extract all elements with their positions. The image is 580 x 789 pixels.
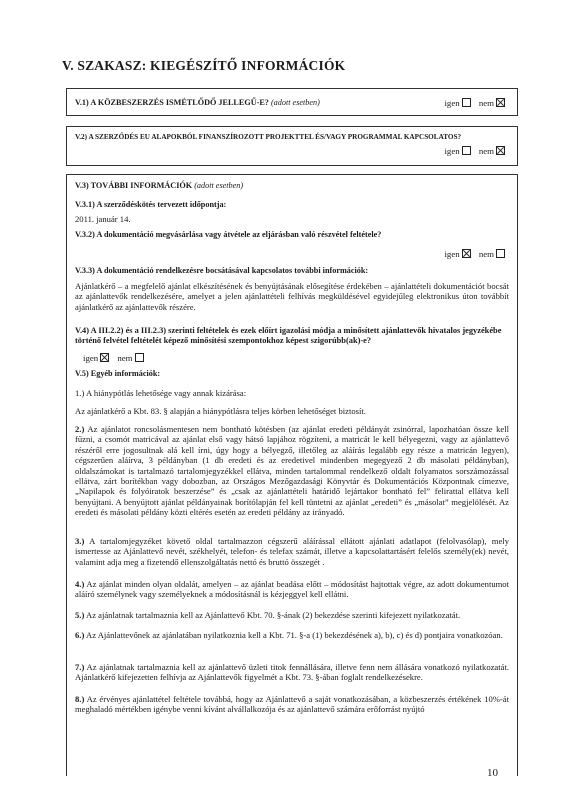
v5-p3 [75,536,509,567]
v2-no-checkbox[interactable] [496,146,505,155]
v5-p7-text: Az ajánlatnak tartalmaznia kell az ajánlattevő üzleti titok fennállására, illetve fenn nem állására vonatkozó nyilatkozatát. Ajánlatkérő kifejezetten felhívja az Ajánlattevők figyelmét a Kbt. 73. §-ában foglalt rendelkezésekre. [75,662,509,683]
v3-2-label: V.3.2) A dokumentáció megvásárlása vagy átvétele az eljárásban való részvétel feltétele? [75,230,382,239]
v2-yes-checkbox[interactable] [462,146,471,155]
v5-p4 [75,579,509,600]
v1-options [444,98,511,108]
v3-2-options [444,249,511,259]
v3-label: V.3) TOVÁBBI INFORMÁCIÓK [75,181,193,190]
v1-yes-label: igen [444,98,460,108]
v5-p4-num: 4.) [75,579,85,589]
v3-3-label: V.3.3) A dokumentáció rendelkezésre bocsátásával kapcsolatos további információk: [75,266,369,275]
v4-yes-checkbox[interactable] [100,353,109,362]
v5-p7 [75,662,509,683]
v1-label: V.1) A KÖZBESZERZÉS ISMÉTLŐDŐ JELLEGŰ-E? [75,98,269,107]
v5-p6-text: Az Ajánlattevőnek az ajánlatában nyilatkoznia kell a Kbt. 71. §-a (1) bekezdésének a), b), c) és d) pontjaira vonatkozóan. [86,630,503,640]
v3-1-label: V.3.1) A szerződéskötés tervezett időpontja: [75,200,227,209]
page-number: 10 [487,767,498,779]
v5-p2 [75,424,509,518]
v3-note: (adott esetben) [194,181,244,190]
v2-no-label: nem [478,146,494,156]
v5-p7-num: 7.) [75,662,85,672]
v5-p6 [75,630,509,640]
v1-no-label: nem [478,98,494,108]
v3-2-no-label: nem [478,249,494,259]
v4-label: V.4) A III.2.2) és a III.2.3) szerinti feltételek és ezek előírt igazolási módja a minősített ajánlattevők hivatalos jegyzékébe történő felvétel feltételét képező minősítési szempontokhoz képest szigorúbb(ak)-e? [75,326,502,346]
v2-yes-label: igen [444,146,460,156]
v4-options [83,353,150,363]
box-v3-v5 [66,174,518,776]
v5-p8-text: Az érvényes ajánlattétel feltétele továbbá, hogy az Ajánlattevő a saját vonatkozásában, a közbeszerzés értékének 10%-át meghaladó mértékben igénybe venni kívánt alvállalkozója és az ajánlattevő számára erőforrást nyújtó [75,694,509,715]
v1-note: (adott esetben) [270,98,320,107]
v5-p4-text: Az ajánlat minden olyan oldalát, amelyen – az ajánlat beadása előtt – módosítást hajtottak végre, az adott dokumentumot aláíró személynek vagy személyeknek a módosításnál is kézjeggyel kell ellátni. [75,579,509,600]
v5-p3-num: 3.) [75,536,85,546]
v3-3-text: Ajánlatkérő – a megfelelő ajánlat elkészítésének és benyújtásának elősegítése érdekében – ajánlattételi dokumentációt bocsát az ajánlattevők rendelkezésére, amelyet a jelen ajánlattételi felhívás megküldésével egyidejűleg elektronikus úton továbbít ajánlatkérő az ajánlattevők részére. [75,281,509,312]
v5-p5 [75,610,509,620]
v5-p2-text: Az ajánlatot roncsolásmentesen nem bontható kötésben (az ajánlat eredeti példányát zsinórral, lapozhatóan össze kell fűzni, a csomót matricával az ajánlat első vagy hátsó lapjához rögzíteni, a matricát le kell bélyegezni, vagy az ajánlattevő részéről erre jogosultnak alá kell írni, úgy hogy a bélyegző, illetőleg az aláírás legalább egy része a matricán legyen), cégszerűen aláírva, 3 példányban (1 db eredeti és az eredetivel mindenben megegyező 2 db másolati példányban), oldalszámokat is tartalmazó tartalomjegyzékkel ellátva, minden tartalommal rendelkező oldalt folyamatos sorszámozással ellátva, zárt borítékban vagy dobozban, az Országos Mezőgazdasági Könyvtár és Dokumentációs Központnak címezve, „Napilapok és folyóiratok beszerzése” és „csak az ajánlattételi határidő lejártakor bontható fel” felirattal ellátva kell benyújtani. A benyújtott ajánlat példányainak borítólapján fel kell tüntetni az ajánlat „eredeti” és „másolat” megjelölését. Az eredeti és másolati példány közti eltérés esetén az eredeti példány az irányadó. [75,424,509,518]
v3-2-no-checkbox[interactable] [496,249,505,258]
v3-2-yes-label: igen [444,249,460,259]
v5-p5-num: 5.) [75,610,85,620]
v5-p3-text: A tartalomjegyzéket követő oldal tartalmazzon cégszerű aláírással ellátott ajánlati adatlapot (felolvasólap), mely ismertesse az Ajánlattevő nevét, székhelyét, telefon- és telefax számát, illetve a kapcsolattartásért felelős személy(ek) nevét, valamint adja meg a fizetendő ellenszolgáltatás nettó és bruttó összegét . [75,536,509,567]
v5-label: V.5) Egyéb információk: [75,369,161,378]
box-v2 [66,126,518,166]
v4-no-checkbox[interactable] [135,353,144,362]
v3-1-value: 2011. január 14. [75,214,131,224]
v5-p2-num: 2.) [75,424,85,434]
v2-label: V.2) A SZERZŐDÉS EU ALAPOKBÓL FINANSZÍROZOTT PROJEKTTEL ÉS/VAGY PROGRAMMAL KAPCSOLATOS? [75,133,462,141]
v1-yes-checkbox[interactable] [462,98,471,107]
v5-p1-text: Az ajánlatkérő a Kbt. 83. § alapján a hiánypótlásra teljes körben lehetőséget biztosít. [75,406,366,416]
section-title: V. SZAKASZ: KIEGÉSZÍTŐ INFORMÁCIÓK [62,58,346,73]
v5-p1-head: 1.) A hiánypótlás lehetősége vagy annak kizárása: [75,388,247,398]
v2-options [444,146,511,156]
v3-heading [75,181,509,191]
v4-no-label: nem [117,353,133,363]
v1-no-checkbox[interactable] [496,98,505,107]
box-v1 [66,88,518,116]
v5-p8 [75,694,509,715]
v5-p5-text: Az ajánlatnak tartalmaznia kell az Ajánlattevő Kbt. 70. §-ának (2) bekezdése szerinti kifejezett nyilatkozatát. [86,610,461,620]
v4-yes-label: igen [83,353,99,363]
v5-p6-num: 6.) [75,630,85,640]
v3-2-yes-checkbox[interactable] [462,249,471,258]
v5-p8-num: 8.) [75,694,85,704]
